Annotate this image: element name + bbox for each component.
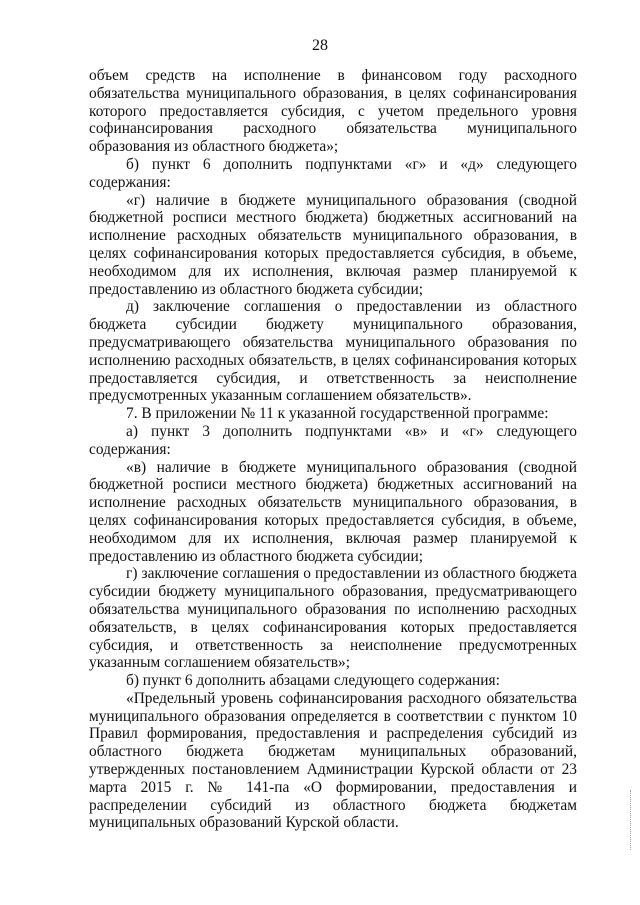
paragraph-cofinancing-limit: «Предельный уровень софинансирования расходного обязательства муниципального образования определяется в соответствии с пунктом 10 Правил формирования, предоставления и распределения субсидий из областного бюджета бюджетам муниципальных образований, утвержденных постановлением Администрации Курской области от 23 марта 2015 г. № 141-па «О формировании, предоставления и распределении субсидий из областного бюджета бюджетам муниципальных образований Курской области. xyxy=(89,689,577,832)
paragraph-item-a-point-3: а) пункт 3 дополнить подпунктами «в» и «г» следующего содержания: xyxy=(89,422,577,458)
document-body xyxy=(89,67,577,832)
paragraph-continuation: объем средств на исполнение в финансовом году расходного обязательства муниципального образования, в целях софинансирования которого предоставляется субсидия, с учетом предельного уровня софинансирования расходного обязательства муниципального образования из областного бюджета»; xyxy=(89,67,577,156)
paragraph-subitem-v: «в) наличие в бюджете муниципального образования (сводной бюджетной росписи местного бюджета) бюджетных ассигнований на исполнение расходных обязательств муниципального образования, в целях софинансирования которых предоставляется субсидия, в объеме, необходимом для их исполнения, включая размер планируемой к предоставлению из областного бюджета субсидии; xyxy=(89,458,577,565)
paragraph-item-b-point-6: б) пункт 6 дополнить подпунктами «г» и «д» следующего содержания: xyxy=(89,155,577,191)
paragraph-item-7: 7. В приложении № 11 к указанной государственной программе: xyxy=(126,405,549,423)
paragraph-subitem-d: д) заключение соглашения о предоставлении из областного бюджета субсидии бюджету муниципального образования, предусматривающего обязательства муниципального образования по исполнению расходных обязательств, в целях софинансирования которых предоставляется субсидия, и ответственность за неисполнение предусмотренных указанным соглашением обязательств». xyxy=(89,298,577,405)
paragraph-item-b-point-6-second: б) пункт 6 дополнить абзацами следующего содержания: xyxy=(126,672,500,690)
paragraph-subitem-g: «г) наличие в бюджете муниципального образования (сводной бюджетной росписи местного бюджета) бюджетных ассигнований на исполнение расходных обязательств муниципального образования, в целях софинансирования которых предоставляется субсидия, в объеме, необходимом для их исполнения, включая размер планируемой к предоставлению из областного бюджета субсидии; xyxy=(89,191,577,298)
scan-margin-mark xyxy=(630,790,633,850)
paragraph-subitem-g-second: г) заключение соглашения о предоставлении из областного бюджета субсидии бюджету муниципального образования, предусматривающего обязательства муниципального образования по исполнению расходных обязательств, в целях софинансирования которых предоставляется субсидия, и ответственность за неисполнение предусмотренных указанным соглашением обязательств»; xyxy=(89,565,577,672)
page-number: 28 xyxy=(312,37,328,54)
